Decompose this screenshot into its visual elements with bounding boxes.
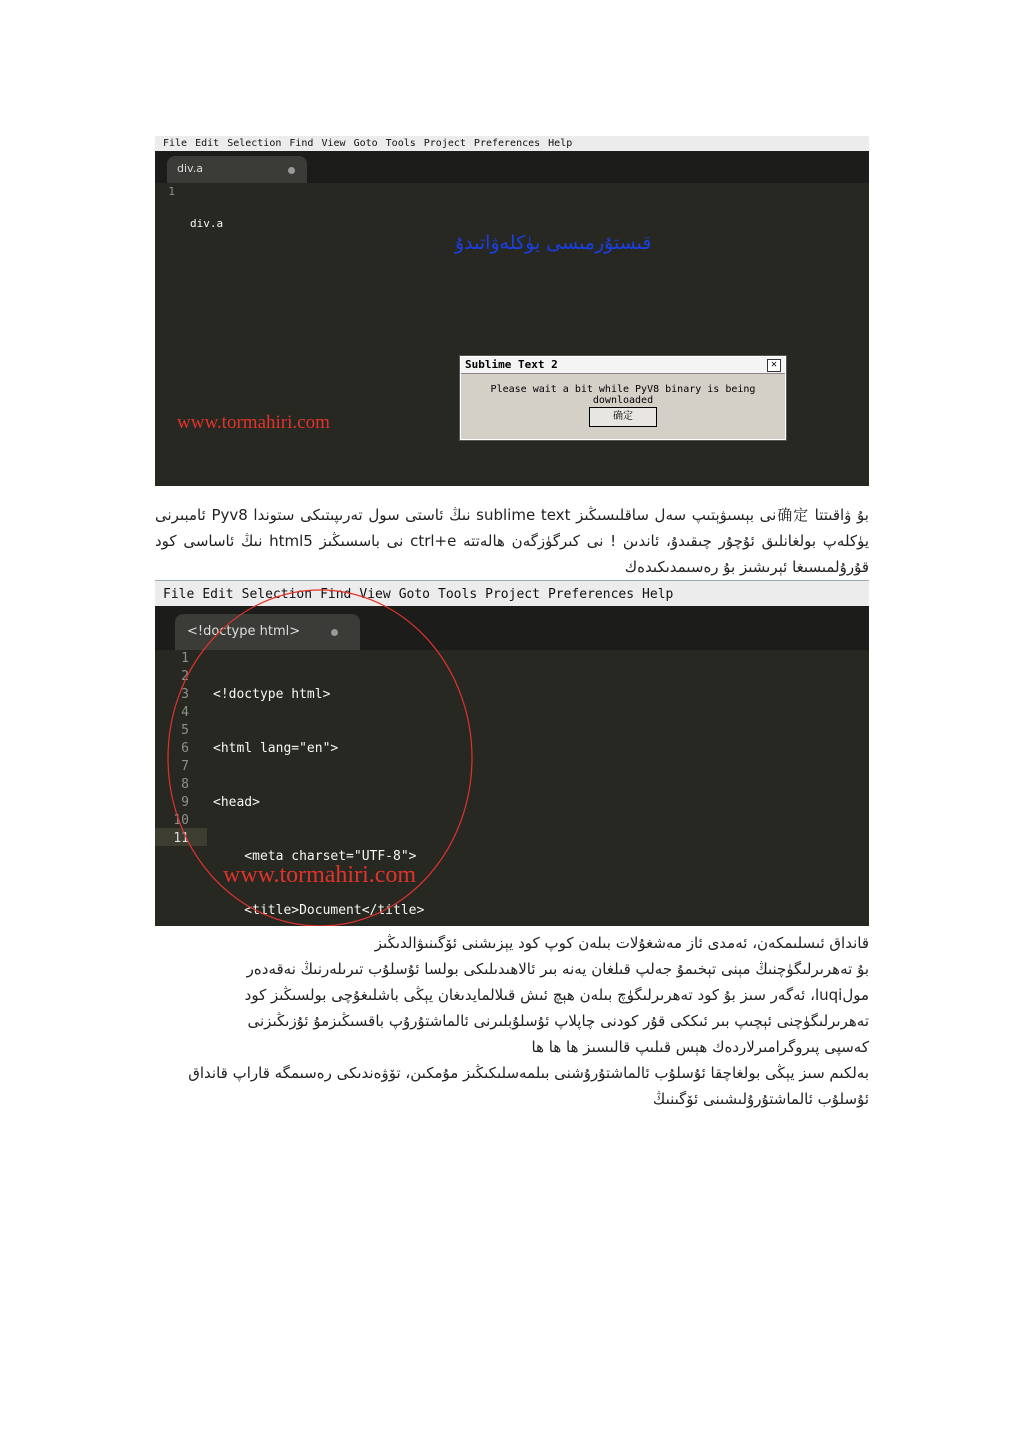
tab-div-a[interactable] — [167, 156, 307, 183]
menu-help[interactable]: Help — [642, 586, 674, 602]
line-number: 7 — [181, 759, 189, 774]
menu-edit[interactable]: Edit — [202, 586, 234, 602]
menu-selection[interactable]: Selection — [227, 138, 282, 149]
menu-find[interactable]: Find — [289, 138, 314, 149]
code-line: <!doctype html> — [213, 687, 331, 702]
paragraph-line: تەھرىرلىگۈچنى ئېچىپ بىر ئىككى قۇر كودنى چاپلاپ ئۇسلۇبلىرنى ئالماشتۇرۇپ باقسىڭىزمۇ ئۇزىڭىزنى — [247, 1012, 869, 1030]
tab-label: div.a — [177, 162, 203, 175]
menu-find[interactable]: Find — [320, 586, 352, 602]
code-line: <head> — [213, 795, 260, 810]
menu-file[interactable]: File — [163, 138, 188, 149]
menu-edit[interactable]: Edit — [195, 138, 220, 149]
paragraph-line: بۇ تەھرىرلىگۈچنىڭ مېنى تېخىمۇ جەلپ قىلغان يەنە بىر ئالاھىدىلىكى بولسا ئۇسلۇب تىرىلەرنىڭ نەقەدەر — [246, 960, 869, 978]
paragraph-line: كەسپى پىروگرامىرلاردەك ھېس قىلىپ قالىسىز ھا ھا ھا — [531, 1038, 869, 1056]
menu-view[interactable]: View — [359, 586, 391, 602]
line-number-gutter — [163, 184, 175, 200]
dialog-title: Sublime Text 2 — [465, 358, 558, 371]
ok-button[interactable]: 确定 — [589, 407, 657, 427]
menu-tools[interactable]: Tools — [385, 138, 416, 149]
menu-file[interactable]: File — [163, 586, 195, 602]
code-line: <meta charset="UTF-8"> — [213, 849, 417, 864]
code-line: div.a — [190, 217, 224, 230]
menu-help[interactable]: Help — [548, 138, 573, 149]
tab-close-dot[interactable] — [288, 167, 295, 174]
screenshot-2 — [155, 580, 869, 926]
code-line: <title>Document</title> — [213, 903, 425, 918]
menu-preferences[interactable]: Preferences — [473, 138, 541, 149]
tab-bar — [155, 151, 869, 183]
line-number: 8 — [181, 777, 189, 792]
paragraph-1: بۇ ۋاقىتتا 确定نى بېسىۋېتىپ سەل ساقلىسىڭىز sublime text نىڭ ئاستى سول تەرىپىتىكى ستوندا Pyv8 ئامبىرنى يۈكلەپ بولغانلىق ئۇچۇر چىقىدۇ، ئاندىن ! نى كىرگۈزگەن ھالەتتە ctrl+e نى باسسىڭىز html5 نىڭ ئاساسى كود قۇرۇلمىسىغا ئېرىشىز بۇ رەسىمدىكىدەك — [155, 506, 869, 576]
menu-goto[interactable]: Goto — [353, 138, 378, 149]
close-icon[interactable]: ✕ — [767, 359, 781, 372]
screenshot-1 — [155, 136, 869, 486]
line-number: 4 — [181, 705, 189, 720]
download-dialog — [460, 356, 786, 440]
overlay-text: قىستۇرمىسى يۈكلەۋاتىدۇ — [455, 232, 652, 254]
menu-project[interactable]: Project — [485, 586, 540, 602]
line-number: 10 — [173, 813, 189, 828]
paragraph-line: قانداق ئىسلىمكەن، ئەمدى ئاز مەشغۇلات بىلەن كوپ كود يېزىشنى ئۆگىنىۋالدىڭىز — [374, 934, 869, 952]
menu-preferences[interactable]: Preferences — [547, 586, 635, 602]
line-number: 11 — [173, 831, 189, 846]
line-number: 5 — [181, 723, 189, 738]
paragraph-line: بەلكىم سىز يېڭى بولغاچقا ئۇسلۇب ئالماشتۇرۇشنى بىلمەسلىكىڭىز مۇمكىن، تۆۋەندىكى رەسىمگە قاراپ قانداق — [188, 1064, 869, 1082]
paragraph-line: ئۇسلۇب ئالماشتۇرۇلىشىنى ئۆگىنىڭ — [652, 1090, 869, 1108]
code-area[interactable] — [190, 184, 223, 264]
code-line: <html lang="en"> — [213, 741, 339, 756]
paragraph-2 — [155, 930, 869, 1112]
line-number: 2 — [181, 669, 189, 684]
line-number: 9 — [181, 795, 189, 810]
tab-label: <!doctype html> — [187, 624, 301, 639]
menu-goto[interactable]: Goto — [398, 586, 431, 602]
menu-view[interactable]: View — [321, 138, 346, 149]
line-number: 6 — [181, 741, 189, 756]
menu-tools[interactable]: Tools — [438, 586, 478, 602]
line-number: 1 — [168, 185, 175, 198]
menu-project[interactable]: Project — [423, 138, 466, 149]
paragraph-line: مولluqi، ئەگەر سىز بۇ كود تەھرىرلىگۈچ بىلەن ھېچ ئىش قىلالمايدىغان يېڭى باشلىغۇچى بولسىڭىز كود — [244, 986, 869, 1004]
dialog-title-bar — [461, 357, 785, 374]
dialog-message: Please wait a bit while PyV8 binary is being downloaded — [490, 384, 756, 406]
line-number: 3 — [181, 687, 189, 702]
watermark: www.tormahiri.com — [177, 412, 330, 433]
watermark: www.tormahiri.com — [223, 862, 417, 888]
menu-selection[interactable]: Selection — [241, 586, 313, 602]
line-number: 1 — [181, 651, 189, 666]
menu-bar — [155, 136, 869, 151]
